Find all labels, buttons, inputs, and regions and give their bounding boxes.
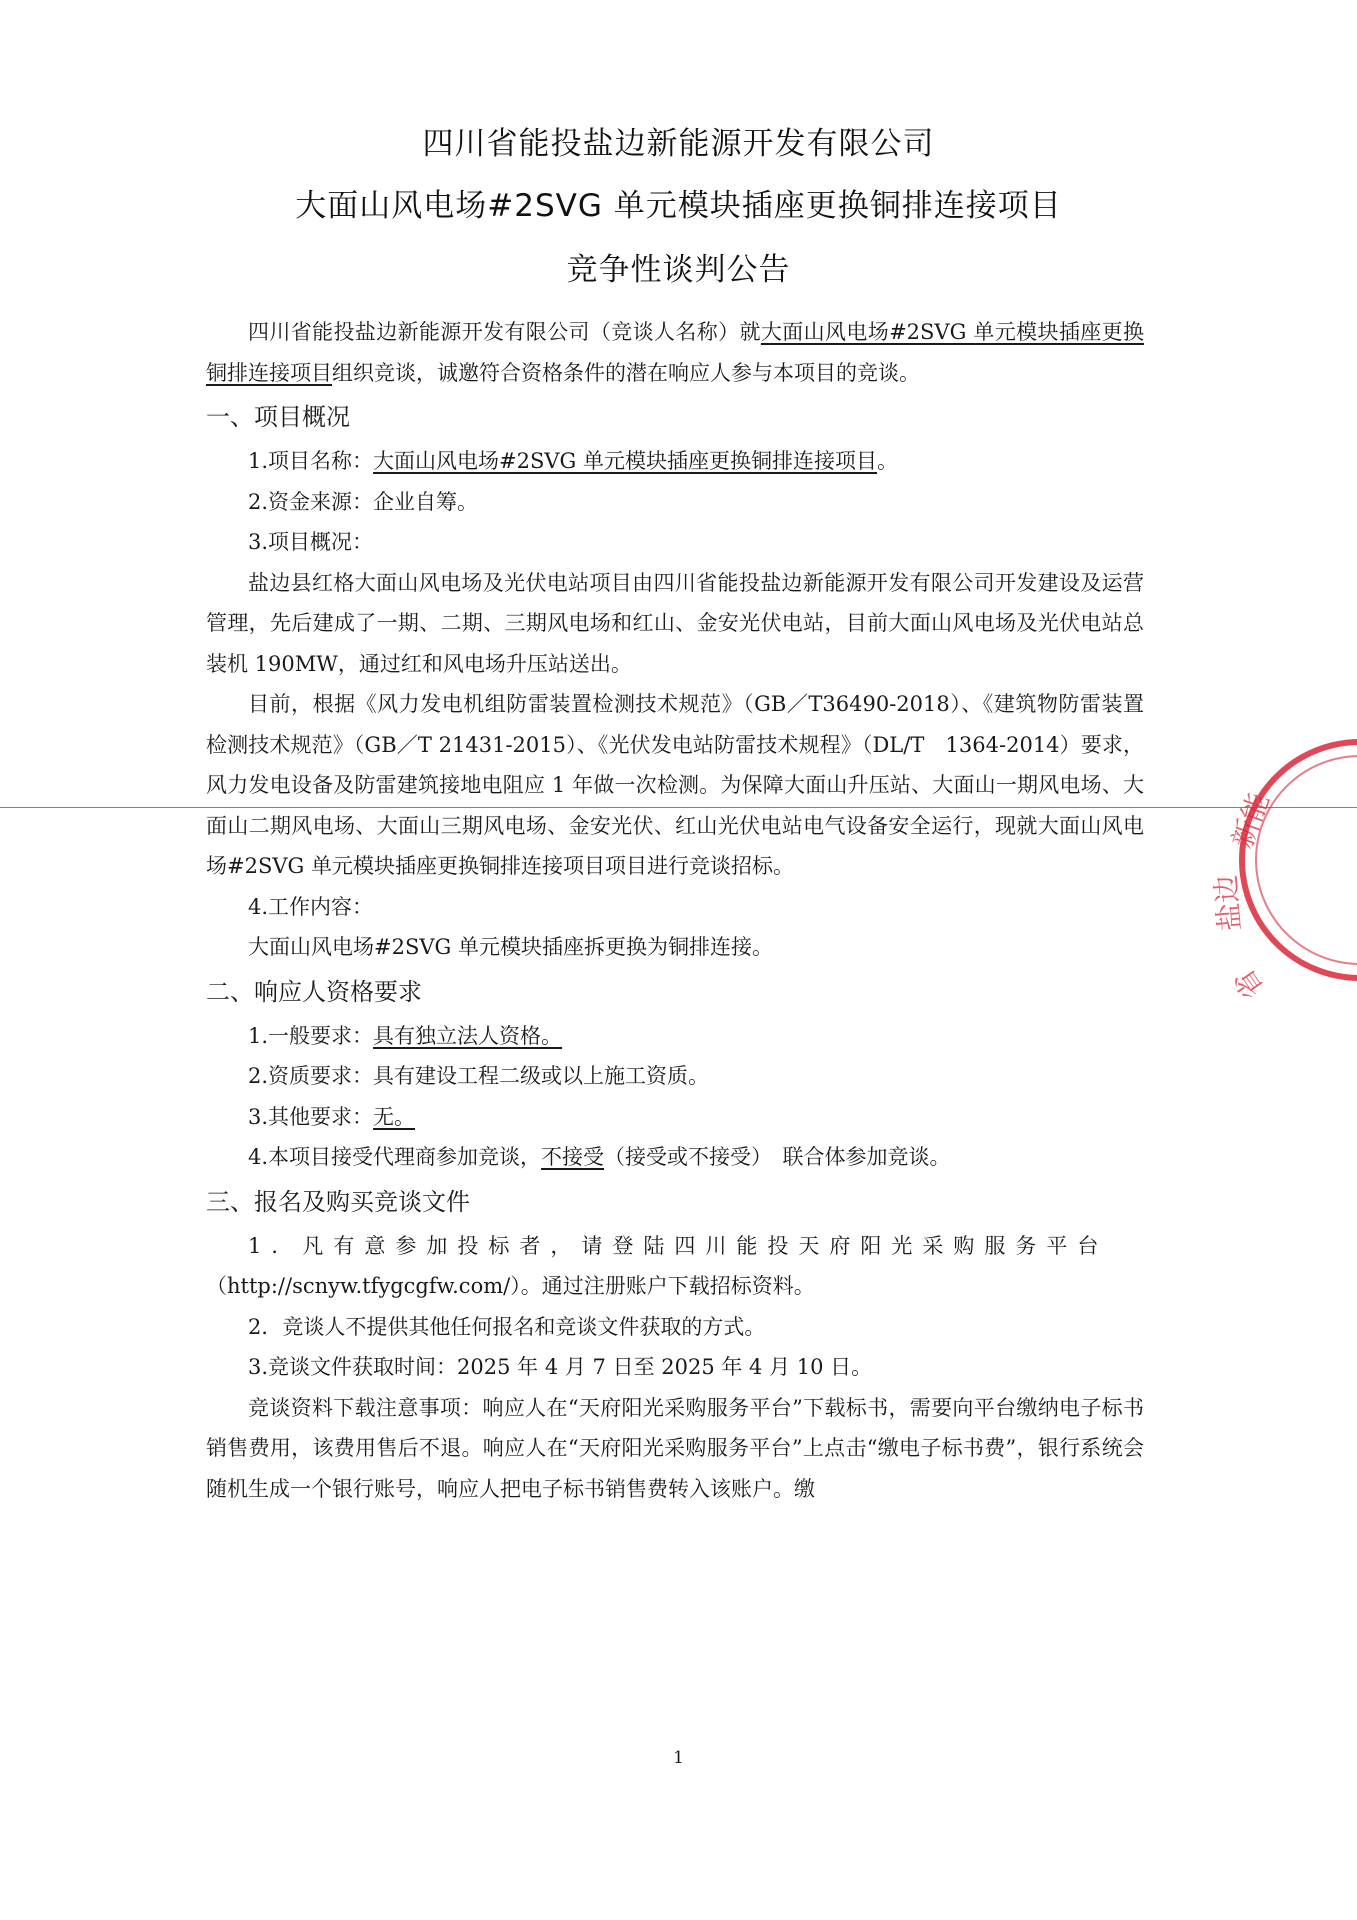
svg-text:省: 省 — [1227, 963, 1271, 1005]
section1-para2: 目前，根据《风力发电机组防雷装置检测技术规范》（GB／T36490-2018）、《建筑物防雷装置检测技术规范》（GB／T 21431-2015）、《光伏发电站防雷技术规程》（DL/T 1364-2014）要求，风力发电设备及防雷建筑接地电阻应 1 年做一次检测。为保障大面山升压站、大面山一期风电场、大面山二期风电场、大面山三期风电场、金安光伏、红山光伏电站电气设备安全运行，现就大面山风电场#2SVG 单元模块插座更换铜排连接项目项目进行竞谈招标。 — [206, 692, 1144, 878]
title-announcement: 竞争性谈判公告 — [566, 252, 791, 288]
section3-item1-url: （http://scnyw.tfygcgfw.com/）。通过注册账户下载招标资料。 — [206, 1274, 815, 1298]
section3-item3: 3.竞谈文件获取时间：2025 年 4 月 7 日至 2025 年 4 月 10 日。 — [248, 1355, 873, 1379]
section1-work: 大面山风电场#2SVG 单元模块插座拆更换为铜排连接。 — [248, 935, 773, 959]
section2-item3: 3.其他要求：无。 — [248, 1104, 416, 1129]
svg-text:新能: 新能 — [1225, 788, 1276, 853]
section1-item4: 4.工作内容： — [248, 894, 374, 919]
section1-item1: 1.项目名称：大面山风电场#2SVG 单元模块插座更换铜排连接项目。 — [248, 449, 899, 473]
section1-item3: 3.项目概况： — [248, 530, 374, 554]
section2-item2: 2.资质要求：具有建设工程二级或以上施工资质。 — [248, 1064, 710, 1088]
section3-heading: 三、报名及购买竞谈文件 — [206, 1187, 470, 1216]
intro-project-name: 大面山风电场#2SVG 单元模块插座更换铜排连接项目 — [206, 320, 1144, 385]
section3-note: 竞谈资料下载注意事项：响应人在“天府阳光采购服务平台”下载标书，需要向平台缴纳电子标书销售费用，该费用售后不退。响应人在“天府阳光采购服务平台”上点击“缴电子标书费”，银行系统会随机生成一个银行账号，响应人把电子标书销售费转入该账户。缴 — [206, 1395, 1144, 1501]
intro-paragraph: 四川省能投盐边新能源开发有限公司（竞谈人名称）就大面山风电场#2SVG 单元模块插座更换铜排连接项目组织竞谈，诚邀符合资格条件的潜在响应人参与本项目的竞谈。 — [206, 320, 1144, 385]
section2-item4: 4.本项目接受代理商参加竞谈，不接受（接受或不接受） 联合体参加竞谈。 — [248, 1145, 951, 1169]
section3-item1: 1．凡有意参加投标者，请登陆四川能投天府阳光采购服务平台 — [248, 1233, 1109, 1258]
section2-item1: 1.一般要求：具有独立法人资格。 — [248, 1023, 563, 1048]
svg-text:盐边: 盐边 — [1209, 873, 1247, 933]
section1-item2: 2.资金来源：企业自筹。 — [248, 489, 479, 514]
section1-para1: 盐边县红格大面山风电场及光伏电站项目由四川省能投盐边新能源开发有限公司开发建设及运营管理，先后建成了一期、二期、三期风电场和红山、金安光伏电站，目前大面山风电场及光伏电站总装机 190MW，通过红和风电场升压站送出。 — [206, 570, 1144, 676]
section2-heading: 二、响应人资格要求 — [206, 977, 422, 1006]
title-project: 大面山风电场#2SVG 单元模块插座更换铜排连接项目 — [295, 188, 1062, 224]
section3-item2: 2．竞谈人不提供其他任何报名和竞谈文件获取的方式。 — [248, 1314, 766, 1339]
document-body — [206, 312, 1144, 1509]
section1-heading: 一、项目概况 — [206, 403, 350, 431]
company-seal-icon — [1209, 730, 1357, 1005]
page-number: 1 — [673, 1748, 684, 1768]
title-company: 四川省能投盐边新能源开发有限公司 — [422, 126, 935, 162]
seam-line — [0, 807, 1357, 808]
